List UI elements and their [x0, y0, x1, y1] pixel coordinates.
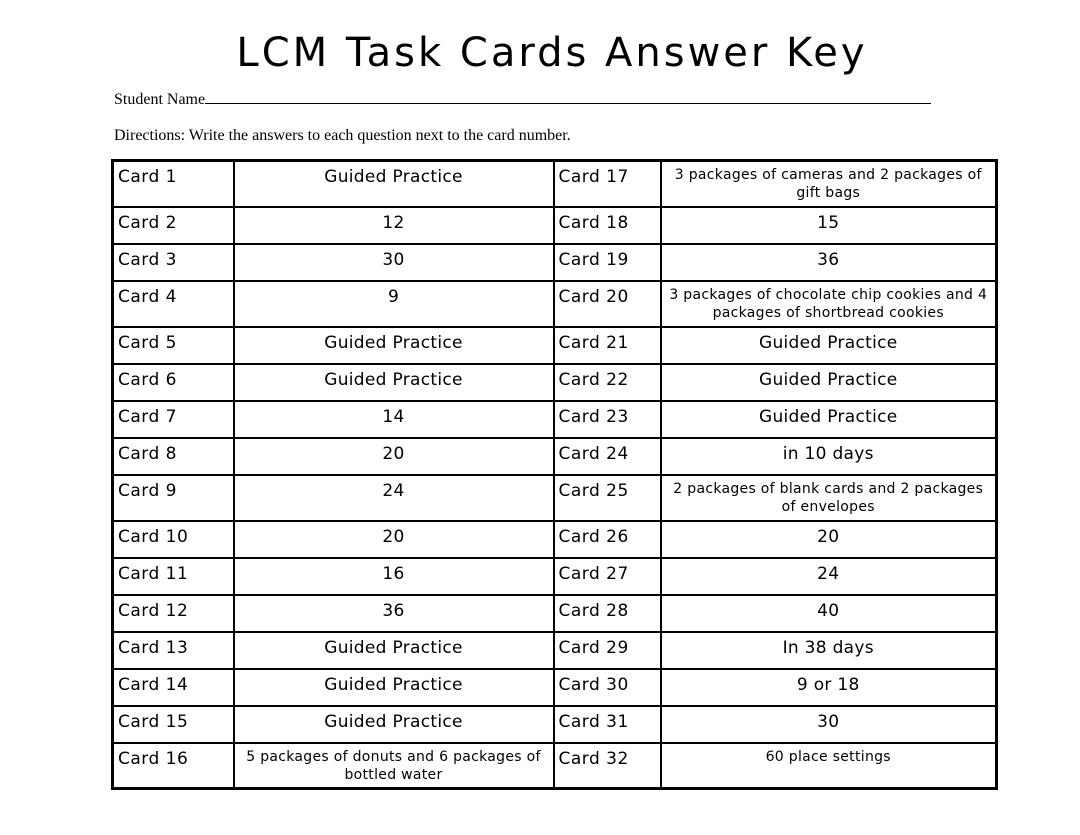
right-answer-cell: 3 packages of cameras and 2 packages of gift bags [661, 161, 997, 207]
right-card-cell: Card 24 [554, 438, 661, 475]
right-answer-cell: in 10 days [661, 438, 997, 475]
right-answer-cell: 40 [661, 595, 997, 632]
table-row [113, 558, 997, 595]
table-row [113, 161, 997, 207]
left-answer-cell: Guided Practice [234, 327, 554, 364]
left-answer-cell: Guided Practice [234, 364, 554, 401]
left-card-cell: Card 2 [113, 207, 234, 244]
left-card-cell: Card 9 [113, 475, 234, 521]
right-answer-cell: 9 or 18 [661, 669, 997, 706]
right-answer-cell: Guided Practice [661, 364, 997, 401]
left-answer-cell: 24 [234, 475, 554, 521]
right-answer-cell: 3 packages of chocolate chip cookies and 4 packages of shortbread cookies [661, 281, 997, 327]
table-row [113, 521, 997, 558]
left-card-cell: Card 16 [113, 743, 234, 789]
left-card-cell: Card 14 [113, 669, 234, 706]
right-card-cell: Card 27 [554, 558, 661, 595]
left-card-cell: Card 1 [113, 161, 234, 207]
left-card-cell: Card 11 [113, 558, 234, 595]
table-row [113, 438, 997, 475]
left-answer-cell: 12 [234, 207, 554, 244]
right-answer-cell: 36 [661, 244, 997, 281]
right-answer-cell: In 38 days [661, 632, 997, 669]
right-card-cell: Card 22 [554, 364, 661, 401]
left-answer-cell: Guided Practice [234, 161, 554, 207]
right-card-cell: Card 26 [554, 521, 661, 558]
table-row [113, 475, 997, 521]
left-answer-cell: 20 [234, 521, 554, 558]
left-answer-cell: 36 [234, 595, 554, 632]
table-row [113, 327, 997, 364]
left-card-cell: Card 13 [113, 632, 234, 669]
right-card-cell: Card 29 [554, 632, 661, 669]
left-answer-cell: 14 [234, 401, 554, 438]
left-card-cell: Card 3 [113, 244, 234, 281]
left-card-cell: Card 5 [113, 327, 234, 364]
table-row [113, 632, 997, 669]
table-row [113, 401, 997, 438]
right-answer-cell: Guided Practice [661, 401, 997, 438]
left-card-cell: Card 4 [113, 281, 234, 327]
left-answer-cell: 30 [234, 244, 554, 281]
left-answer-cell: Guided Practice [234, 669, 554, 706]
table-row [113, 244, 997, 281]
student-name-blank[interactable] [205, 89, 931, 104]
right-card-cell: Card 23 [554, 401, 661, 438]
left-answer-cell: 9 [234, 281, 554, 327]
table-row [113, 669, 997, 706]
left-answer-cell: 5 packages of donuts and 6 packages of bottled water [234, 743, 554, 789]
right-answer-cell: 30 [661, 706, 997, 743]
right-answer-cell: 2 packages of blank cards and 2 packages of envelopes [661, 475, 997, 521]
left-card-cell: Card 12 [113, 595, 234, 632]
student-name-label: Student Name [114, 91, 206, 108]
right-card-cell: Card 31 [554, 706, 661, 743]
left-answer-cell: Guided Practice [234, 632, 554, 669]
right-card-cell: Card 25 [554, 475, 661, 521]
right-card-cell: Card 21 [554, 327, 661, 364]
page-title: LCM Task Cards Answer Key [236, 30, 868, 76]
left-card-cell: Card 15 [113, 706, 234, 743]
right-answer-cell: Guided Practice [661, 327, 997, 364]
left-answer-cell: Guided Practice [234, 706, 554, 743]
table-row [113, 207, 997, 244]
left-card-cell: Card 8 [113, 438, 234, 475]
table-row [113, 281, 997, 327]
right-card-cell: Card 30 [554, 669, 661, 706]
right-card-cell: Card 19 [554, 244, 661, 281]
table-row [113, 595, 997, 632]
right-answer-cell: 20 [661, 521, 997, 558]
left-card-cell: Card 7 [113, 401, 234, 438]
student-name-line [114, 89, 931, 109]
right-card-cell: Card 20 [554, 281, 661, 327]
right-card-cell: Card 18 [554, 207, 661, 244]
right-card-cell: Card 28 [554, 595, 661, 632]
table-row [113, 743, 997, 789]
left-answer-cell: 20 [234, 438, 554, 475]
right-card-cell: Card 17 [554, 161, 661, 207]
left-card-cell: Card 10 [113, 521, 234, 558]
right-card-cell: Card 32 [554, 743, 661, 789]
directions-text: Directions: Write the answers to each question next to the card number. [114, 127, 571, 144]
answer-key-table [111, 159, 998, 790]
left-answer-cell: 16 [234, 558, 554, 595]
right-answer-cell: 24 [661, 558, 997, 595]
left-card-cell: Card 6 [113, 364, 234, 401]
table-row [113, 706, 997, 743]
table-row [113, 364, 997, 401]
right-answer-cell: 60 place settings [661, 743, 997, 789]
right-answer-cell: 15 [661, 207, 997, 244]
